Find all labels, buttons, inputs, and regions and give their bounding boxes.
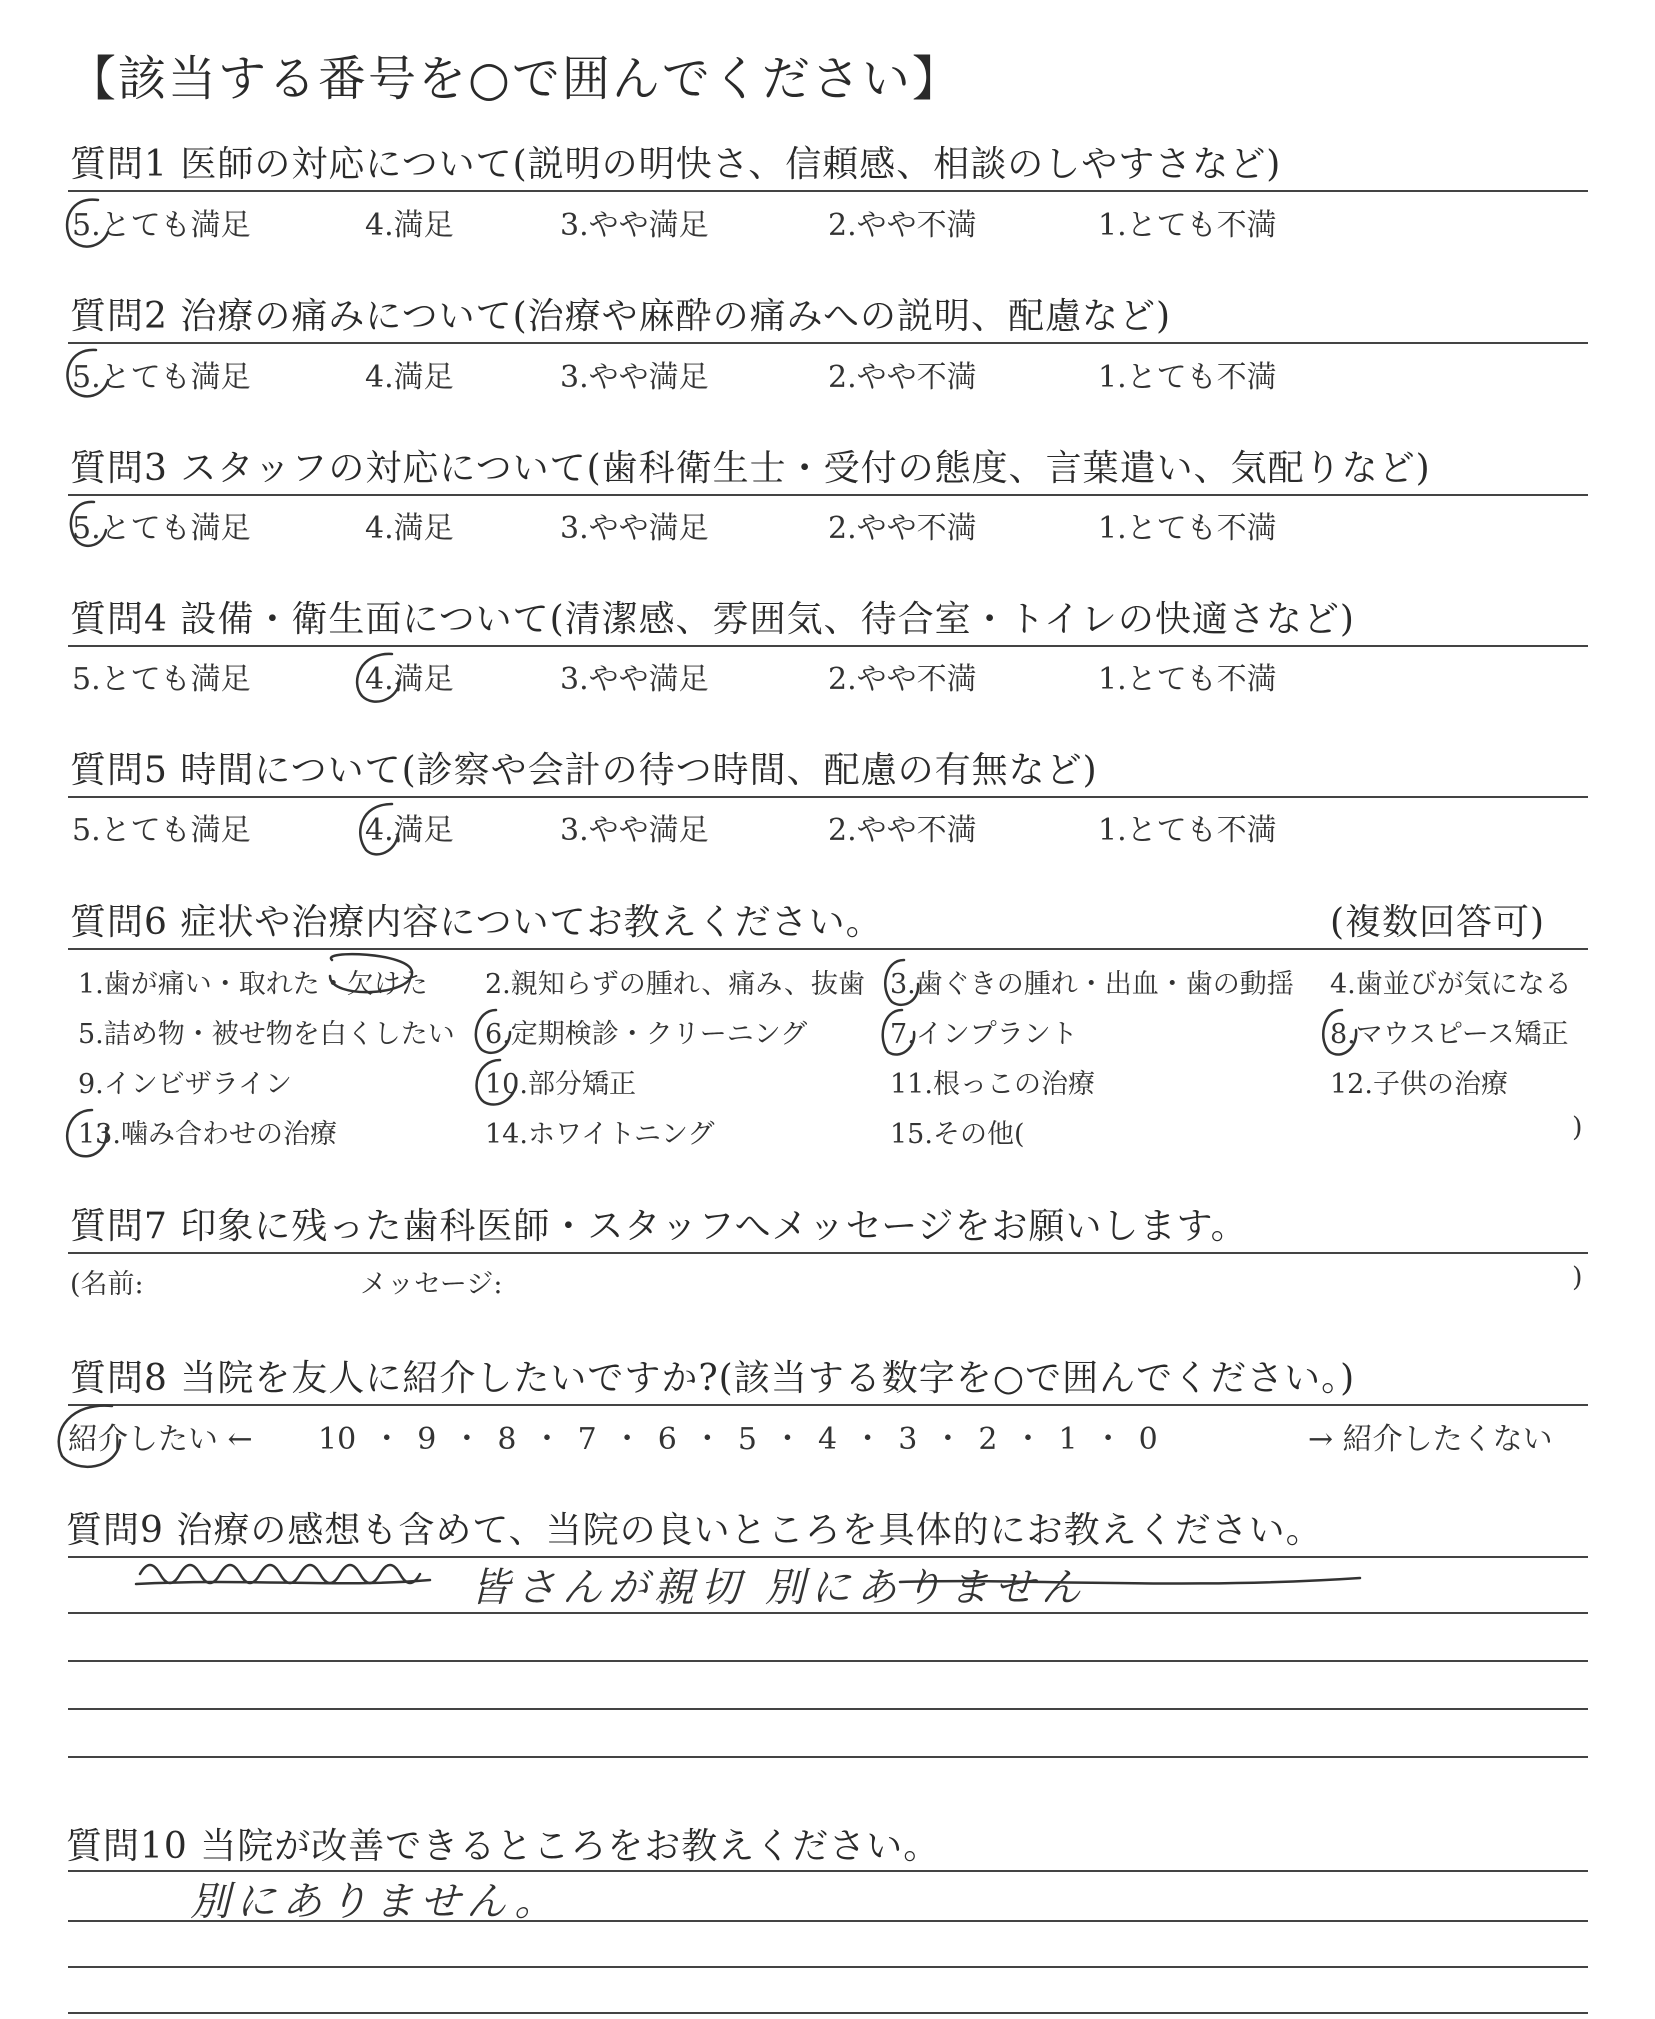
answer-line — [68, 2012, 1588, 2014]
q4-option-2[interactable]: 2.やや不満 — [828, 662, 977, 697]
q6-item-7[interactable]: 7.インプラント — [890, 1019, 1078, 1050]
message-close-paren: ) — [1572, 1262, 1583, 1293]
divider — [68, 1404, 1588, 1406]
q2-option-2[interactable]: 2.やや不満 — [828, 360, 977, 395]
answer-line — [68, 1756, 1588, 1758]
page-title: 【該当する番号を○で囲んでください】 — [68, 51, 962, 107]
divider — [68, 645, 1588, 647]
q6-item-12[interactable]: 12.子供の治療 — [1330, 1069, 1508, 1100]
q2-option-3[interactable]: 3.やや満足 — [560, 360, 709, 395]
q6-item-13[interactable]: 13.噛み合わせの治療 — [78, 1119, 337, 1150]
q9-strikethrough — [136, 1580, 430, 1584]
q1-option-3[interactable]: 3.やや満足 — [560, 208, 709, 243]
q5-option-5[interactable]: 5.とても満足 — [72, 813, 251, 848]
q6-item-4[interactable]: 4.歯並びが気になる — [1330, 969, 1572, 1000]
q5-option-1[interactable]: 1.とても不満 — [1098, 813, 1277, 848]
multiple-answer-note: (複数回答可) — [1330, 902, 1546, 943]
q9-handwritten-answer: 皆さんが親切 別にありません — [470, 1565, 1087, 1611]
q3-option-1[interactable]: 1.とても不満 — [1098, 511, 1277, 546]
question-2-label: 質問2 治療の痛みについて(治療や麻酔の痛みへの説明、配慮など) — [70, 296, 1171, 337]
question-4-label: 質問4 設備・衛生面について(清潔感、雰囲気、待合室・トイレの快適さなど) — [70, 599, 1355, 640]
q4-option-3[interactable]: 3.やや満足 — [560, 662, 709, 697]
divider — [68, 948, 1588, 950]
q6-item-1[interactable]: 1.歯が痛い・取れた・欠けた — [78, 969, 428, 1000]
q3-option-4[interactable]: 4.満足 — [365, 511, 454, 546]
q6-item-10[interactable]: 10.部分矯正 — [485, 1069, 636, 1100]
answer-line — [68, 1966, 1588, 1968]
name-field-label[interactable]: (名前: — [70, 1269, 144, 1300]
recommend-scale[interactable]: 10 ・ 9 ・ 8 ・ 7 ・ 6 ・ 5 ・ 4 ・ 3 ・ 2 ・ 1 ・ 0 — [318, 1422, 1158, 1457]
question-1-label: 質問1 医師の対応について(説明の明快さ、信頼感、相談のしやすさなど) — [70, 144, 1282, 185]
q3-option-3[interactable]: 3.やや満足 — [560, 511, 709, 546]
q4-option-4[interactable]: 4.満足 — [365, 662, 454, 697]
question-3-label: 質問3 スタッフの対応について(歯科衛生士・受付の態度、言葉遣い、気配りなど) — [70, 448, 1431, 489]
divider — [68, 190, 1588, 192]
divider — [68, 796, 1588, 798]
q5-option-2[interactable]: 2.やや不満 — [828, 813, 977, 848]
divider — [68, 494, 1588, 496]
q6-item-8[interactable]: 8.マウスピース矯正 — [1330, 1019, 1569, 1050]
q1-option-4[interactable]: 4.満足 — [365, 208, 454, 243]
answer-line — [68, 1612, 1588, 1614]
divider — [68, 1252, 1588, 1254]
question-8-label: 質問8 当院を友人に紹介したいですか?(該当する数字を○で囲んでください。) — [70, 1358, 1356, 1399]
q9-scribble — [140, 1565, 420, 1583]
q3-option-5[interactable]: 5.とても満足 — [72, 511, 251, 546]
answer-line — [68, 1708, 1588, 1710]
answer-line — [68, 1660, 1588, 1662]
q1-option-1[interactable]: 1.とても不満 — [1098, 208, 1277, 243]
q4-option-5[interactable]: 5.とても満足 — [72, 662, 251, 697]
q6-item-9[interactable]: 9.インビザライン — [78, 1069, 292, 1100]
answer-line — [68, 1920, 1588, 1922]
question-6-label: 質問6 症状や治療内容についてお教えください。 — [70, 902, 883, 943]
q2-option-1[interactable]: 1.とても不満 — [1098, 360, 1277, 395]
q6-item-3[interactable]: 3.歯ぐきの腫れ・出血・歯の動揺 — [890, 969, 1294, 1000]
question-7-label: 質問7 印象に残った歯科医師・スタッフへメッセージをお願いします。 — [70, 1206, 1248, 1247]
recommend-yes-label[interactable]: 紹介したい ← — [68, 1422, 253, 1457]
divider — [68, 342, 1588, 344]
q2-option-5[interactable]: 5.とても満足 — [72, 360, 251, 395]
q6-item-2[interactable]: 2.親知らずの腫れ、痛み、抜歯 — [485, 969, 866, 1000]
question-5-label: 質問5 時間について(診察や会計の待つ時間、配慮の有無など) — [70, 750, 1098, 791]
question-10-label: 質問10 当院が改善できるところをお教えください。 — [66, 1826, 941, 1867]
q6-item-5[interactable]: 5.詰め物・被せ物を白くしたい — [78, 1019, 455, 1050]
q6-item-11[interactable]: 11.根っこの治療 — [890, 1069, 1095, 1100]
q1-option-5[interactable]: 5.とても満足 — [72, 208, 251, 243]
q6-item-15[interactable]: 15.その他( — [890, 1119, 1025, 1150]
q3-option-2[interactable]: 2.やや不満 — [828, 511, 977, 546]
q1-option-2[interactable]: 2.やや不満 — [828, 208, 977, 243]
q10-handwritten-answer: 別にありません。 — [190, 1879, 561, 1925]
message-field-label[interactable]: メッセージ: — [360, 1269, 503, 1300]
q6-other-close-paren: ) — [1572, 1112, 1583, 1143]
q6-item-6[interactable]: 6.定期検診・クリーニング — [485, 1019, 808, 1050]
q5-option-3[interactable]: 3.やや満足 — [560, 813, 709, 848]
q4-option-1[interactable]: 1.とても不満 — [1098, 662, 1277, 697]
q2-option-4[interactable]: 4.満足 — [365, 360, 454, 395]
q6-item-14[interactable]: 14.ホワイトニング — [485, 1119, 715, 1150]
q5-option-4[interactable]: 4.満足 — [365, 813, 454, 848]
recommend-no-label[interactable]: → 紹介したくない — [1308, 1422, 1553, 1457]
question-9-label: 質問9 治療の感想も含めて、当院の良いところを具体的にお教えください。 — [66, 1510, 1323, 1551]
